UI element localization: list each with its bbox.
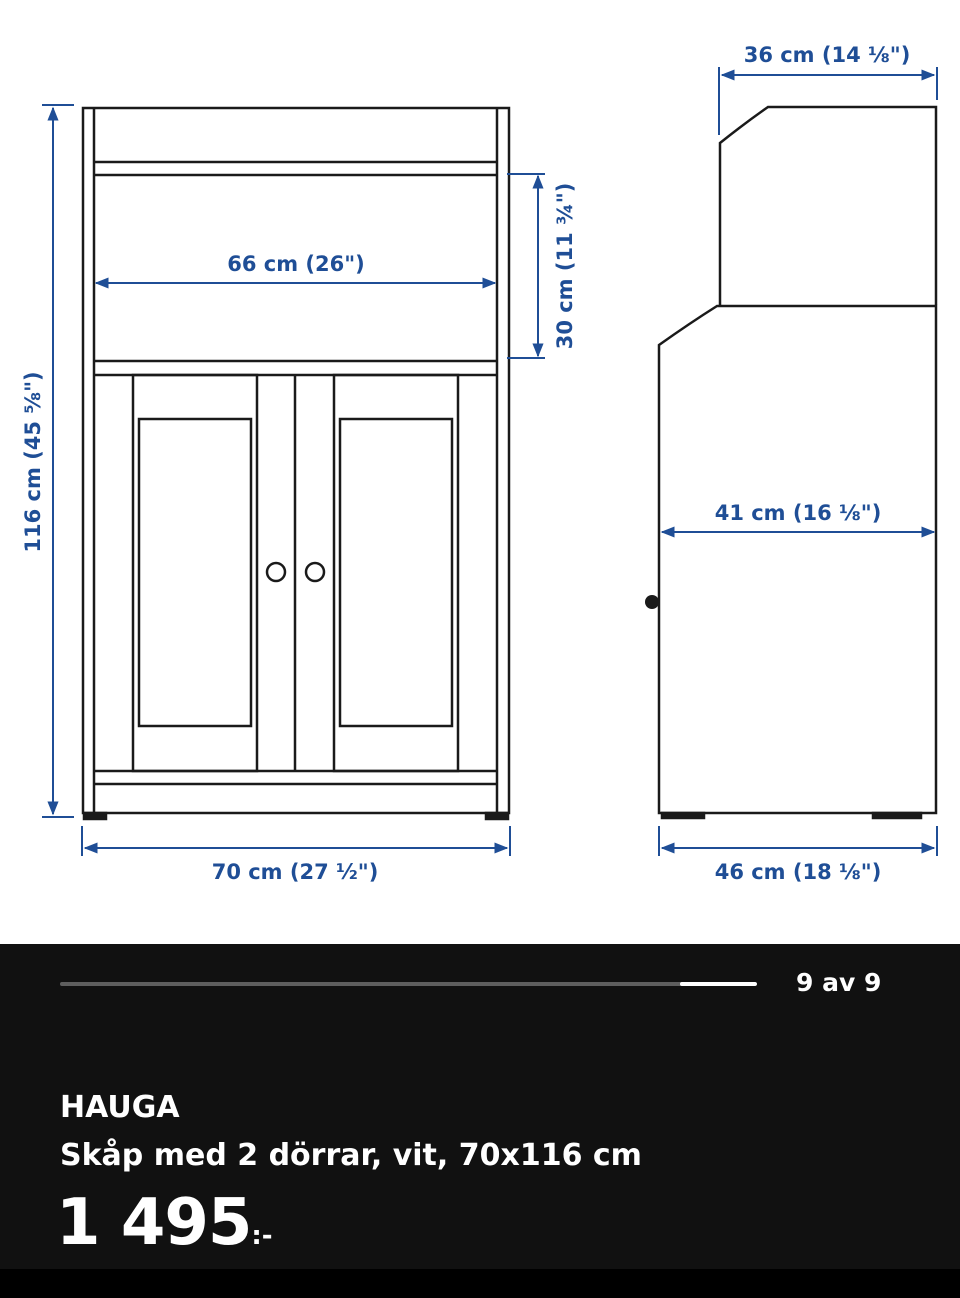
front-shelf-height-label: 30 cm (11 ¾") (553, 182, 577, 350)
product-name: HAUGA (60, 1090, 180, 1125)
product-description: Skåp med 2 dörrar, vit, 70x116 cm (60, 1138, 642, 1173)
gallery-progress-bar (60, 982, 757, 986)
price-suffix: :- (251, 1221, 273, 1251)
image-counter: 9 av 9 (796, 968, 882, 997)
front-total-height-label: 116 cm (45 ⅝") (21, 371, 45, 553)
dimension-lines (42, 67, 937, 856)
front-total-width-label: 70 cm (27 ½") (211, 860, 379, 884)
price-amount: 1 495 (56, 1186, 252, 1260)
side-top-depth-label: 36 cm (14 ⅛") (743, 43, 911, 67)
product-info-panel (0, 944, 960, 1269)
front-view-drawing (83, 108, 509, 819)
side-inner-depth-label: 41 cm (16 ⅛") (714, 501, 882, 525)
side-total-depth-label: 46 cm (18 ⅛") (714, 860, 882, 884)
front-inner-width-label: 66 cm (26") (227, 252, 365, 276)
side-view-drawing (645, 107, 936, 818)
product-price (56, 1186, 273, 1260)
gallery-progress-fill (680, 982, 757, 986)
bottom-edge (0, 1269, 960, 1298)
